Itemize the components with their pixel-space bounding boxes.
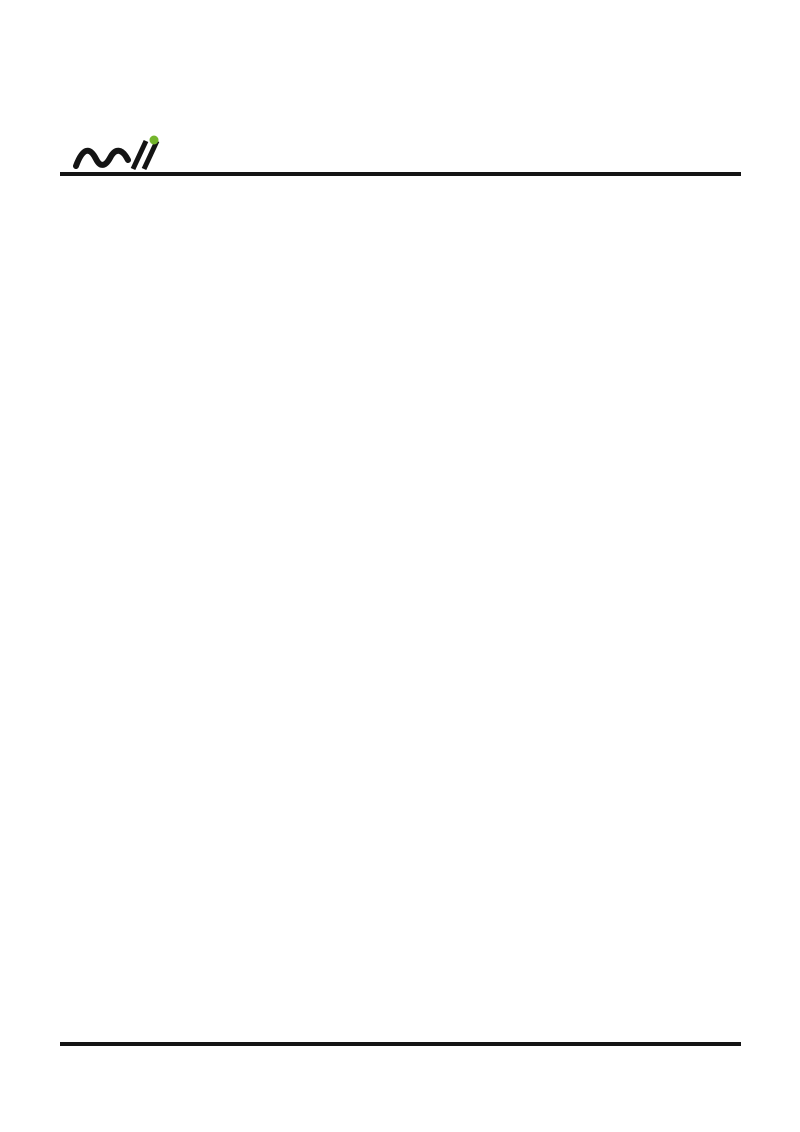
figure-6-chart — [403, 745, 703, 895]
figure-4-chart — [403, 480, 703, 630]
figure-5-chart — [58, 745, 358, 895]
figure-2-chart — [403, 225, 703, 375]
willsemi-logo — [70, 134, 240, 176]
header-rule — [60, 172, 741, 176]
figure-1-chart — [58, 225, 358, 375]
footer-rule — [60, 1042, 741, 1046]
logo-green-dot — [150, 136, 159, 145]
logo-wave — [76, 151, 128, 166]
figure-3-chart — [58, 480, 358, 630]
